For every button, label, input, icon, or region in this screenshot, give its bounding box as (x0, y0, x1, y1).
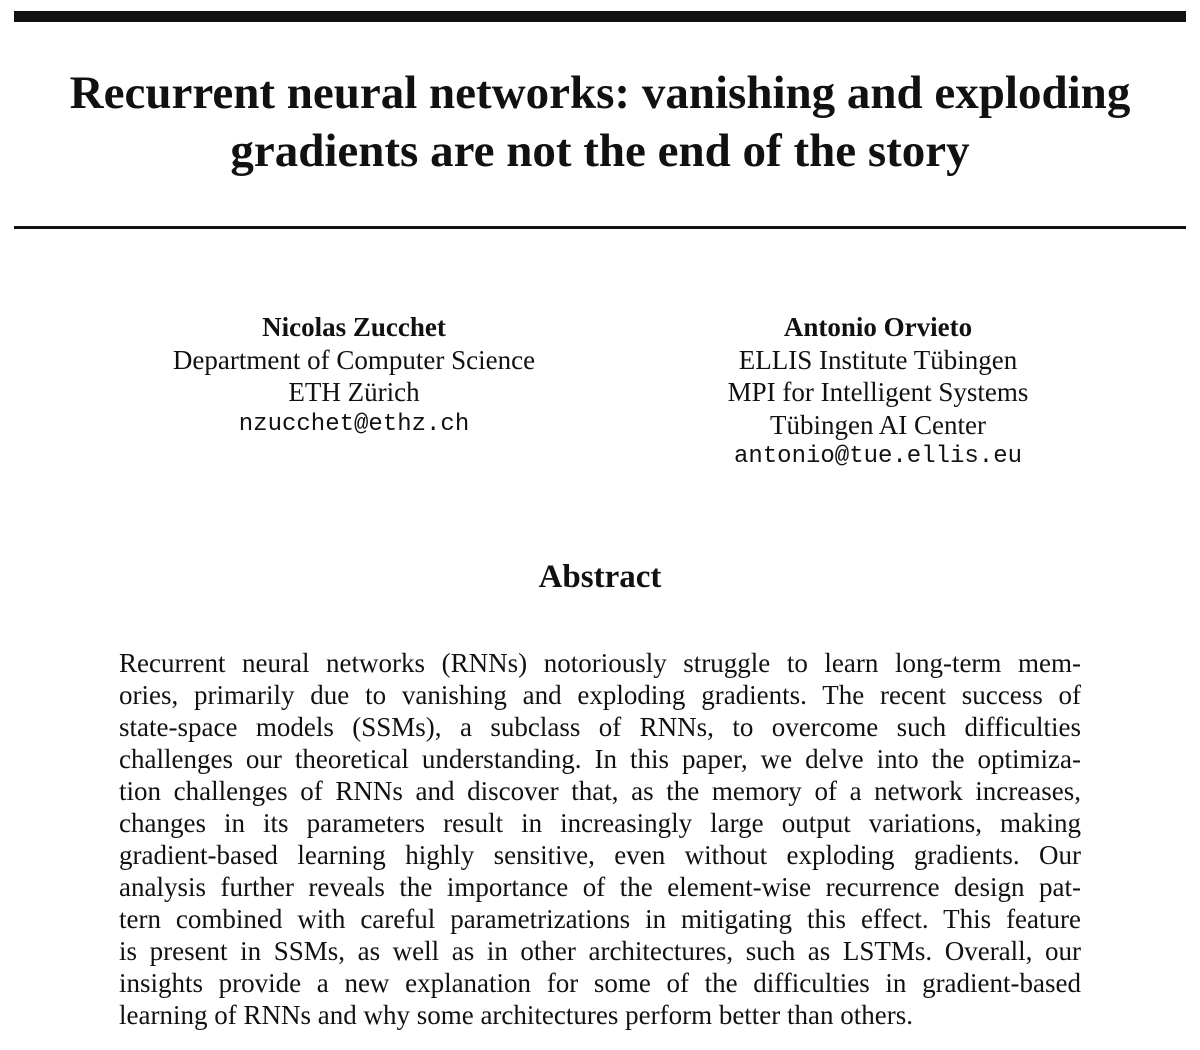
abstract-heading: Abstract (538, 559, 662, 595)
abstract-line: ories, primarily due to vanishing and exploding gradients. The recent success of (119, 680, 1081, 710)
abstract-line: gradient-based learning highly sensitive, even without exploding gradients. Our (119, 840, 1081, 870)
paper-title (0, 64, 1200, 180)
title-line: Recurrent neural networks: vanishing and exploding (69, 67, 1131, 119)
author-affiliation: Tübingen AI Center (770, 409, 986, 440)
abstract-line: challenges our theoretical understanding. In this paper, we delve into the optimiza- (119, 744, 1081, 774)
abstract-line: learning of RNNs and why some architectures perform better than others. (119, 1000, 913, 1030)
author-name: Nicolas Zucchet (262, 312, 446, 342)
abstract-body (119, 647, 1081, 1031)
title-line: gradients are not the end of the story (230, 125, 970, 177)
abstract-line: changes in its parameters result in increasingly large output variations, making (119, 808, 1081, 838)
author-email: antonio@tue.ellis.eu (733, 443, 1023, 470)
abstract-line: insights provide a new explanation for some of the difficulties in gradient-based (119, 968, 1081, 998)
abstract-line: Recurrent neural networks (RNNs) notoriously struggle to learn long-term mem- (119, 648, 1081, 678)
author-block-orvieto (628, 311, 1128, 474)
title-bottom-rule (14, 226, 1186, 229)
author-affiliation: ELLIS Institute Tübingen (738, 344, 1018, 375)
abstract-line: is present in SSMs, as well as in other architectures, such as LSTMs. Overall, our (119, 936, 1081, 966)
author-block-zucchet (104, 311, 604, 441)
author-affiliation: MPI for Intelligent Systems (727, 377, 1029, 407)
abstract-line: tern combined with careful parametrizations in mitigating this effect. This feature (119, 904, 1081, 934)
author-email: nzucchet@ethz.ch (238, 410, 470, 438)
author-affiliation: ETH Zürich (288, 377, 420, 407)
author-affiliation: Department of Computer Science (172, 344, 536, 375)
abstract-line: state-space models (SSMs), a subclass of RNNs, to overcome such difficulties (119, 712, 1081, 742)
top-rule (14, 11, 1186, 22)
abstract-line: tion challenges of RNNs and discover that, as the memory of a network increases, (119, 776, 1081, 806)
author-name: Antonio Orvieto (783, 312, 973, 342)
abstract-line: analysis further reveals the importance of the element-wise recurrence design pat- (119, 872, 1081, 902)
